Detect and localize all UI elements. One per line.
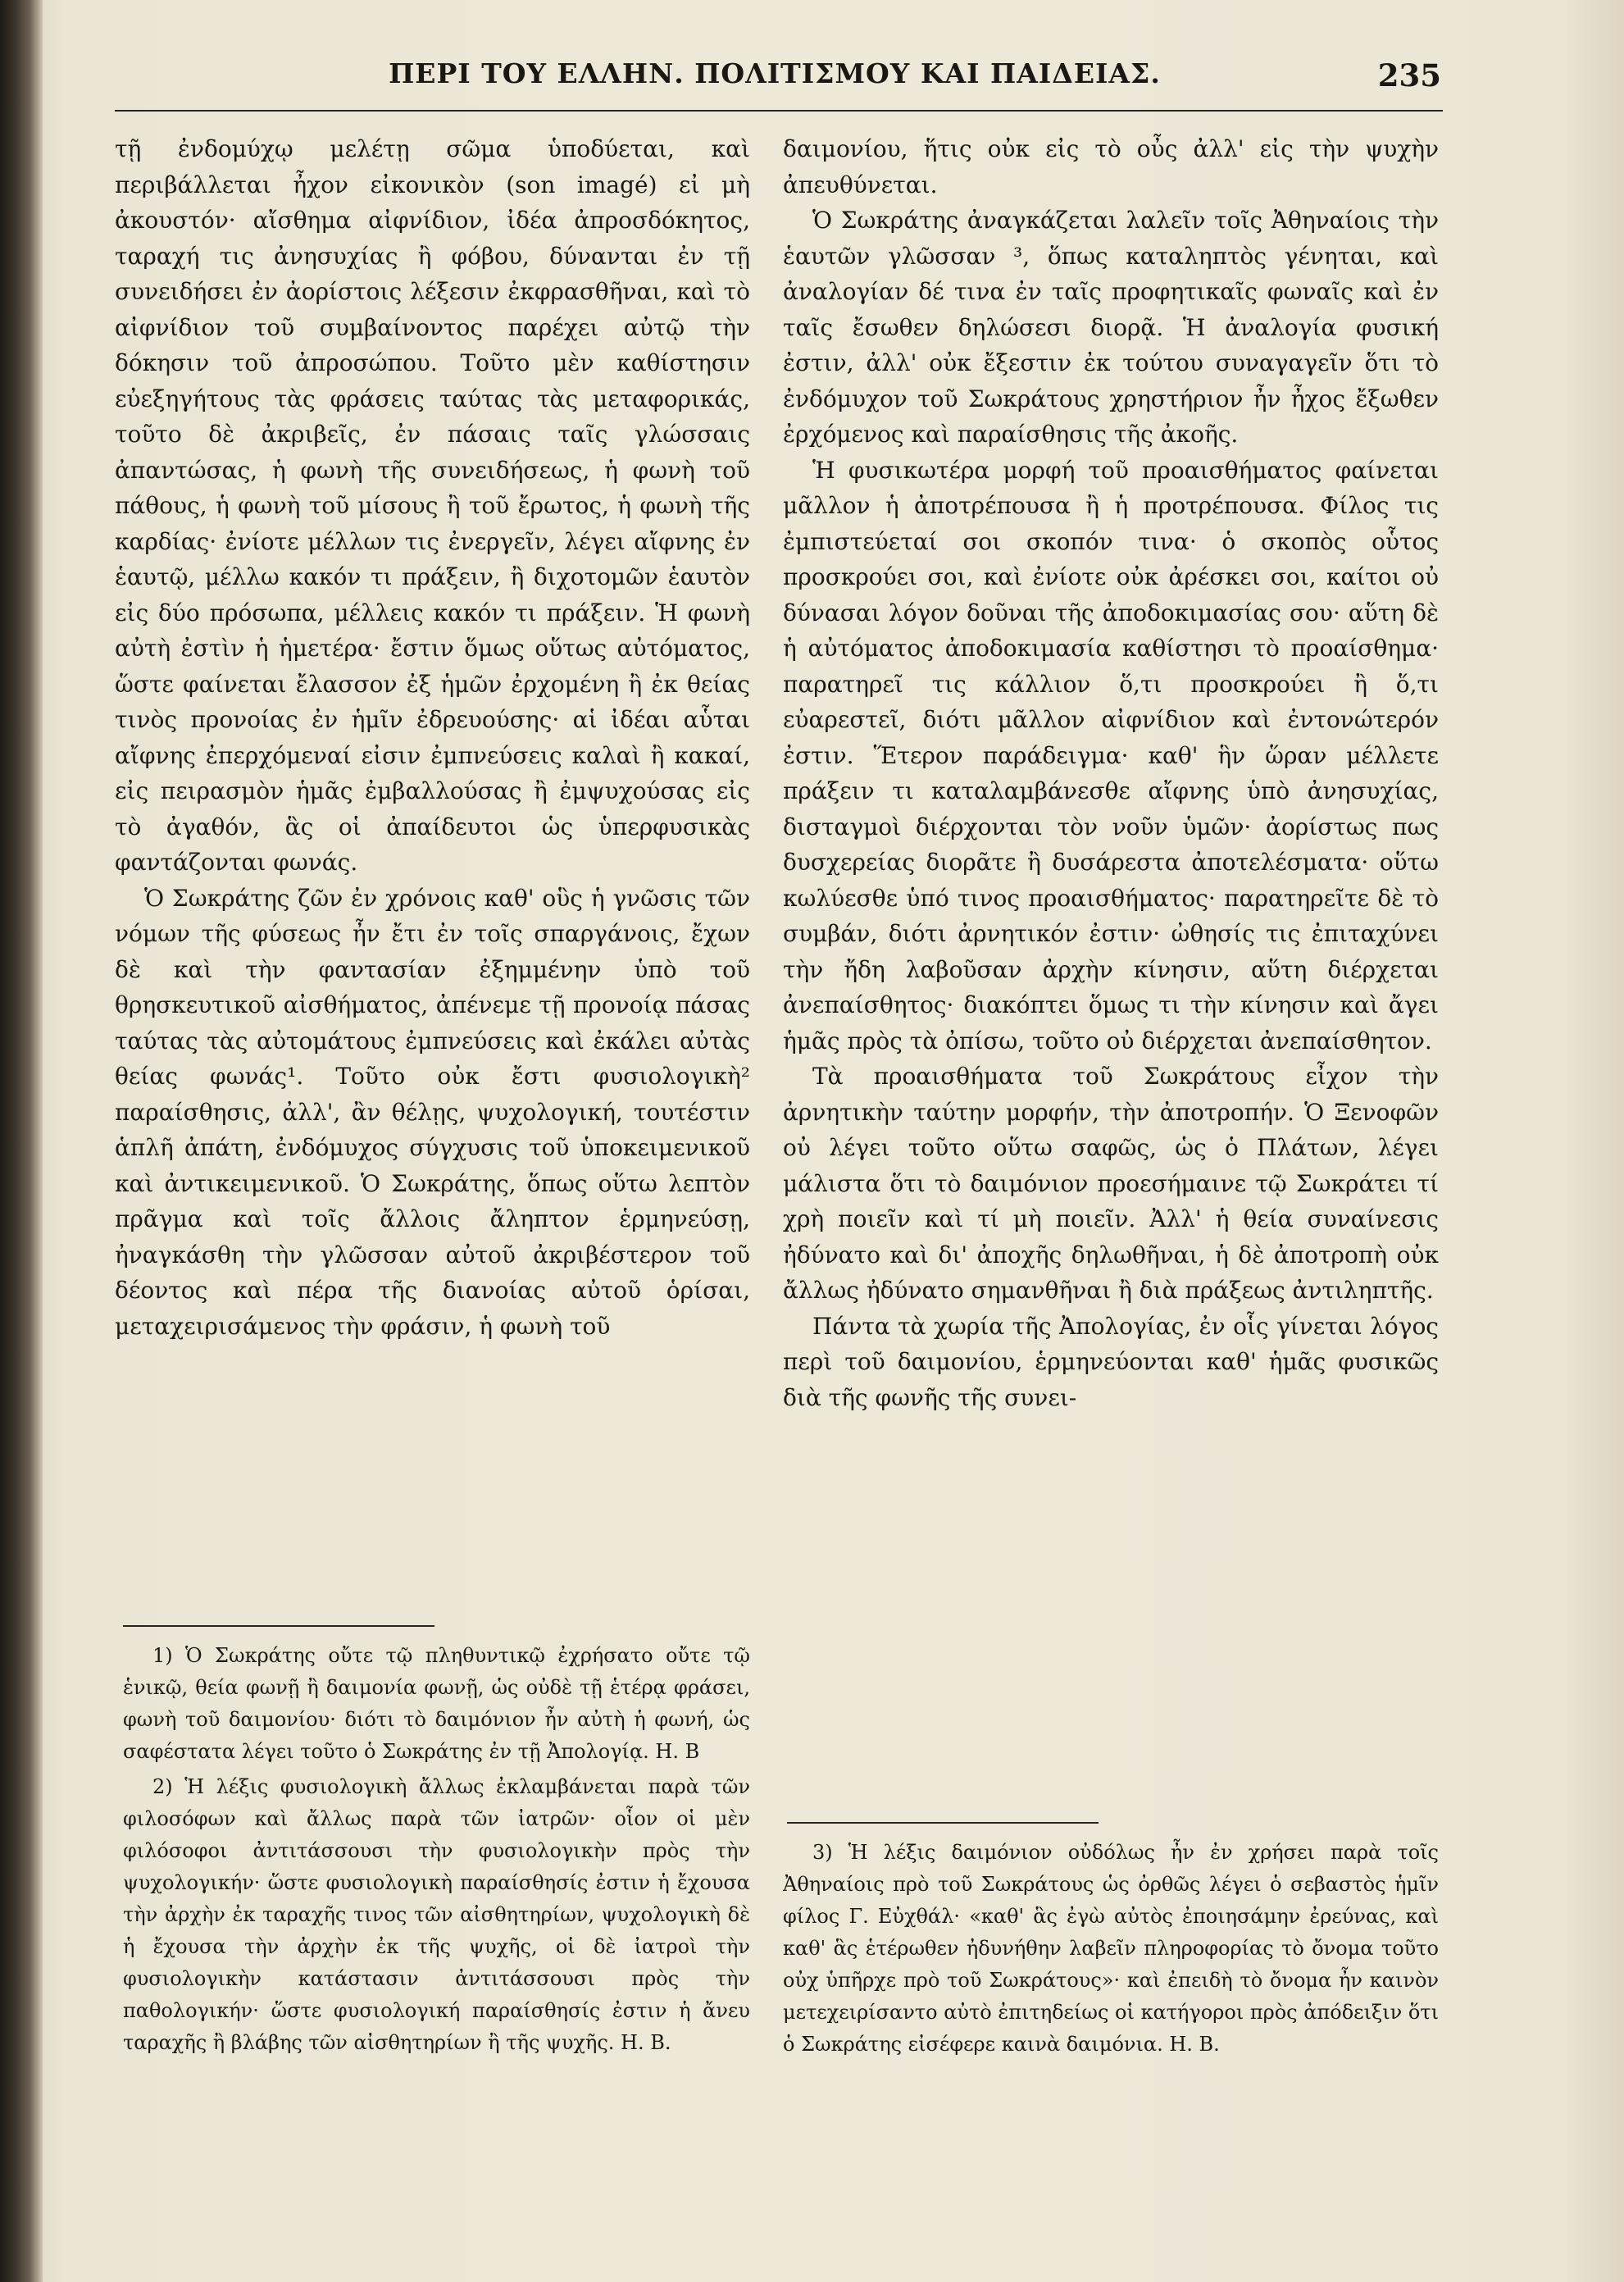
paragraph: τῇ ἐνδομύχῳ μελέτῃ σῶμα ὑποδύεται, καὶ περιβάλλεται ἦχον εἰκονικὸν (son imagé) εἰ μὴ ἀκουστόν· αἴσθημα αἰφνίδιον, ἰδέα ἀπροσδόκητος, ταραχή τις ἀνησυχίας ἢ φόβου, δύνανται ἐν τῇ συνειδήσει ἐν ἀορίστοις λέξεσιν ἐκφρασθῆναι, καὶ τὸ αἰφνίδιον τοῦ συμβαίνοντος παρέχει αὐτῷ τὴν δόκησιν τοῦ ἀπροσώπου. Τοῦτο μὲν καθίστησιν εὐεξηγήτους τὰς φράσεις ταύτας τὰς μεταφορικάς, τοῦτο δὲ ἀκριβεῖς, ἐν πάσαις ταῖς γλώσσαις ἀπαντώσας, ἡ φωνὴ τῆς συνειδήσεως, ἡ φωνὴ τοῦ πάθους, ἡ φωνὴ τοῦ μίσους ἢ τοῦ ἔρωτος, ἡ φωνὴ τῆς καρδίας· ἐνίοτε μέλλων τις ἐνεργεῖν, λέγει αἴφνης ἐν ἑαυτῷ, μέλλω κακόν τι πράξειν, ἢ διχοτομῶν ἑαυτὸν εἰς δύο πρόσωπα, μέλλεις κακόν τι πράξειν. Ἡ φωνὴ αὐτὴ ἐστὶν ἡ ἡμετέρα· ἔστιν ὅμως οὕτως αὐτόματος, ὥστε φαίνεται ἔλασσον ἐξ ἡμῶν ἐρχομένη ἢ ἐκ θείας τινὸς προνοίας ἐν ἡμῖν ἐδρευούσης· αἱ ἰδέαι αὗται αἴφνης ἐπερχόμεναί εἰσιν ἐμπνεύσεις καλαὶ ἢ κακαί, εἰς πειρασμὸν ἡμᾶς ἐμβαλλούσας ἢ ἐμψυχούσας εἰς τὸ ἀγαθόν, ἃς οἱ ἀπαίδευτοι ὡς ὑπερφυσικὰς φαντάζονται φωνάς.	[115, 135, 750, 876]
book-spine-shadow	[0, 0, 43, 2282]
left-column	[115, 131, 750, 1607]
right-column	[783, 131, 1439, 1607]
footnote: 3) Ἡ λέξις δαιμόνιον οὐδόλως ἦν ἐν χρήσει παρὰ τοῖς Ἀθηναίοις πρὸ τοῦ Σωκράτους ὡς ὀρθῶς λέγει ὁ σεβαστὸς ἡμῖν φίλος Γ. Εὐχθάλ· «καθ' ἃς ἐγὼ αὐτὸς ἐποιησάμην ἐρεύνας, καὶ καθ' ἃς ἑτέρωθεν ἠδυνήθην λαβεῖν πληροφορίας τὸ ὄνομα τοῦτο οὐχ ὑπῆρχε πρὸ τοῦ Σωκράτους»· καὶ ἐπειδὴ τὸ ὄνομα ἦν καινὸν μετεχειρίσαντο αὐτὸ ἐπιτηδείως οἱ κατήγοροι πρὸς ἀπόδειξιν ὅτι ὁ Σωκράτης εἰσέφερε καινὰ δαιμόνια. Η. Β.	[783, 1841, 1439, 2056]
paragraph: Τὰ προαισθήματα τοῦ Σωκράτους εἶχον τὴν ἀρνητικὴν ταύτην μορφήν, τὴν ἀποτροπήν. Ὁ Ξενοφῶν οὐ λέγει τοῦτο οὕτω σαφῶς, ὡς ὁ Πλάτων, λέγει μάλιστα ὅτι τὸ δαιμόνιον προεσήμαινε τῷ Σωκράτει τί χρὴ ποιεῖν καὶ τί μὴ ποιεῖν. Ἀλλ' ἡ θεία συναίνεσις ἠδύνατο καὶ δι' ἀποχῆς δηλωθῆναι, ἡ δὲ ἀποτροπὴ οὐκ ἄλλως ἠδύνατο σημανθῆναι ἢ διὰ πράξεως ἀντιληπτῆς.	[783, 1063, 1439, 1304]
right-footnotes	[783, 1837, 1439, 2222]
footnote-rule	[123, 1625, 434, 1627]
paragraph: Ὁ Σωκράτης ζῶν ἐν χρόνοις καθ' οὓς ἡ γνῶσις τῶν νόμων τῆς φύσεως ἦν ἔτι ἐν τοῖς σπαργάνοις, ἔχων δὲ καὶ τὴν φαντασίαν ἐξημμένην ὑπὸ τοῦ θρησκευτικοῦ αἰσθήματος, ἀπένεμε τῇ προνοίᾳ πάσας ταύτας τὰς αὐτομάτους ἐμπνεύσεις καὶ ἐκάλει αὐτὰς θείας φωνάς¹. Τοῦτο οὐκ ἔστι φυσιολογικὴ² παραίσθησις, ἀλλ', ἂν θέλῃς, ψυχολογική, τουτέστιν ἁπλῆ ἀπάτη, ἐνδόμυχος σύγχυσις τοῦ ὑποκειμενικοῦ καὶ ἀντικειμενικοῦ. Ὁ Σωκράτης, ὅπως οὕτω λεπτὸν πρᾶγμα καὶ τοῖς ἄλλοις ἄληπτον ἑρμηνεύσῃ, ἠναγκάσθη τὴν γλῶσσαν αὐτοῦ ἀκριβέστερον τοῦ δέοντος καὶ πέρα τῆς διανοίας αὐτοῦ ὁρίσαι, μεταχειρισάμενος τὴν φράσιν, ἡ φωνὴ τοῦ	[115, 884, 750, 1340]
footnote: 1) Ὁ Σωκράτης οὔτε τῷ πληθυντικῷ ἐχρήσατο οὔτε τῷ ἑνικῷ, θεία φωνῇ ἢ δαιμονία φωνῇ, ὡς οὐδὲ τῇ ἑτέρᾳ φράσει, φωνὴ τοῦ δαιμονίου· διότι τὸ δαιμόνιον ἦν αὐτὴ ἡ φωνή, ὡς σαφέστατα λέγει τοῦτο ὁ Σωκράτης ἐν τῇ Ἀπολογίᾳ. Η. Β	[123, 1644, 750, 1763]
left-footnotes	[123, 1640, 750, 2230]
footnote-rule	[787, 1822, 1099, 1824]
header-rule	[115, 110, 1443, 112]
paragraph: Ὁ Σωκράτης ἀναγκάζεται λαλεῖν τοῖς Ἀθηναίοις τὴν ἑαυτῶν γλῶσσαν ³, ὅπως καταληπτὸς γένηται, καὶ ἀναλογίαν δέ τινα ἐν ταῖς προφητικαῖς φωναῖς καὶ ἐν ταῖς ἔσωθεν δηλώσεσι διορᾷ. Ἡ ἀναλογία φυσική ἐστιν, ἀλλ' οὐκ ἔξεστιν ἐκ τούτου συναγαγεῖν ὅτι τὸ ἐνδόμυχον τοῦ Σωκράτους χρηστήριον ἦν ἦχος ἔξωθεν ἐρχόμενος καὶ παραίσθησις τῆς ἀκοῆς.	[783, 207, 1439, 448]
footnote: 2) Ἡ λέξις φυσιολογικὴ ἄλλως ἐκλαμβάνεται παρὰ τῶν φιλοσόφων καὶ ἄλλως παρὰ τῶν ἰατρῶν· οἷον οἱ μὲν φιλόσοφοι ἀντιτάσσουσι τὴν φυσιολογικὴν πρὸς τὴν ψυχολογικήν· ὥστε φυσιολογικὴ παραίσθησίς ἐστιν ἡ ἔχουσα τὴν ἀρχὴν ἐκ ταραχῆς τινος τῶν αἰσθητηρίων, ψυχολογικὴ δὲ ἡ ἔχουσα τὴν ἀρχὴν ἐκ τῆς ψυχῆς, οἱ δὲ ἰατροὶ τὴν φυσιολογικὴν κατάστασιν ἀντιτάσσουσι πρὸς τὴν παθολογικήν· ὥστε φυσιολογική παραίσθησίς ἐστιν ἡ ἄνευ ταραχῆς ἢ βλάβης τῶν αἰσθητηρίων ἢ τῆς ψυχῆς. Η. Β.	[123, 1775, 750, 2054]
page-number: 235	[1377, 57, 1441, 93]
paragraph: δαιμονίου, ἥτις οὐκ εἰς τὸ οὖς ἀλλ' εἰς τὴν ψυχὴν ἀπευθύνεται.	[783, 135, 1439, 198]
paragraph: Πάντα τὰ χωρία τῆς Ἀπολογίας, ἐν οἷς γίνεται λόγος περὶ τοῦ δαιμονίου, ἑρμηνεύονται καθ' ἡμᾶς φυσικῶς διὰ τῆς φωνῆς τῆς συνει-	[783, 1312, 1439, 1411]
running-title: ΠΕΡΙ ΤΟΥ ΕΛΛΗΝ. ΠΟΛΙΤΙΣΜΟΥ ΚΑΙ ΠΑΙΔΕΙΑΣ.	[389, 57, 1161, 89]
paragraph: Ἡ φυσικωτέρα μορφή τοῦ προαισθήματος φαίνεται μᾶλλον ἡ ἀποτρέπουσα ἢ ἡ προτρέπουσα. Φίλος τις ἐμπιστεύεταί σοι σκοπόν τινα· ὁ σκοπὸς οὗτος προσκρούει σοι, καὶ ἐνίοτε οὐκ ἀρέσκει σοι, καίτοι οὐ δύνασαι λόγον δοῦναι τῆς ἀποδοκιμασίας σου· αὕτη δὲ ἡ αὐτόματος ἀποδοκιμασία καθίστησι τὸ προαίσθημα· παρατηρεῖ τις κάλλιον ὅ,τι προσκρούει ἢ ὅ,τι εὐαρεστεῖ, διότι μᾶλλον αἰφνίδιον καὶ ἐντονώτερόν ἐστιν. Ἕτερον παράδειγμα· καθ' ἣν ὥραν μέλλετε πράξειν τι καταλαμβάνεσθε αἴφνης ὑπὸ ἀνησυχίας, δισταγμοὶ διέρχονται τὸν νοῦν ὑμῶν· ἀορίστως πως δυσχερείας διορᾶτε ἢ δυσάρεστα ἀποτελέσματα· οὕτω κωλύεσθε ὑπό τινος προαισθήματος· παρατηρεῖτε δὲ τὸ συμβάν, διότι ἀρνητικόν ἐστιν· ὠθησίς τις ἐπιταχύνει τὴν ἤδη λαβοῦσαν ἀρχὴν κίνησιν, αὕτη διέρχεται ἀνεπαίσθητος· διακόπτει ὅμως τι τὴν κίνησιν καὶ ἄγει ἡμᾶς πρὸς τὰ ὀπίσω, τοῦτο οὐ διέρχεται ἀνεπαίσθητον.	[783, 456, 1439, 1054]
